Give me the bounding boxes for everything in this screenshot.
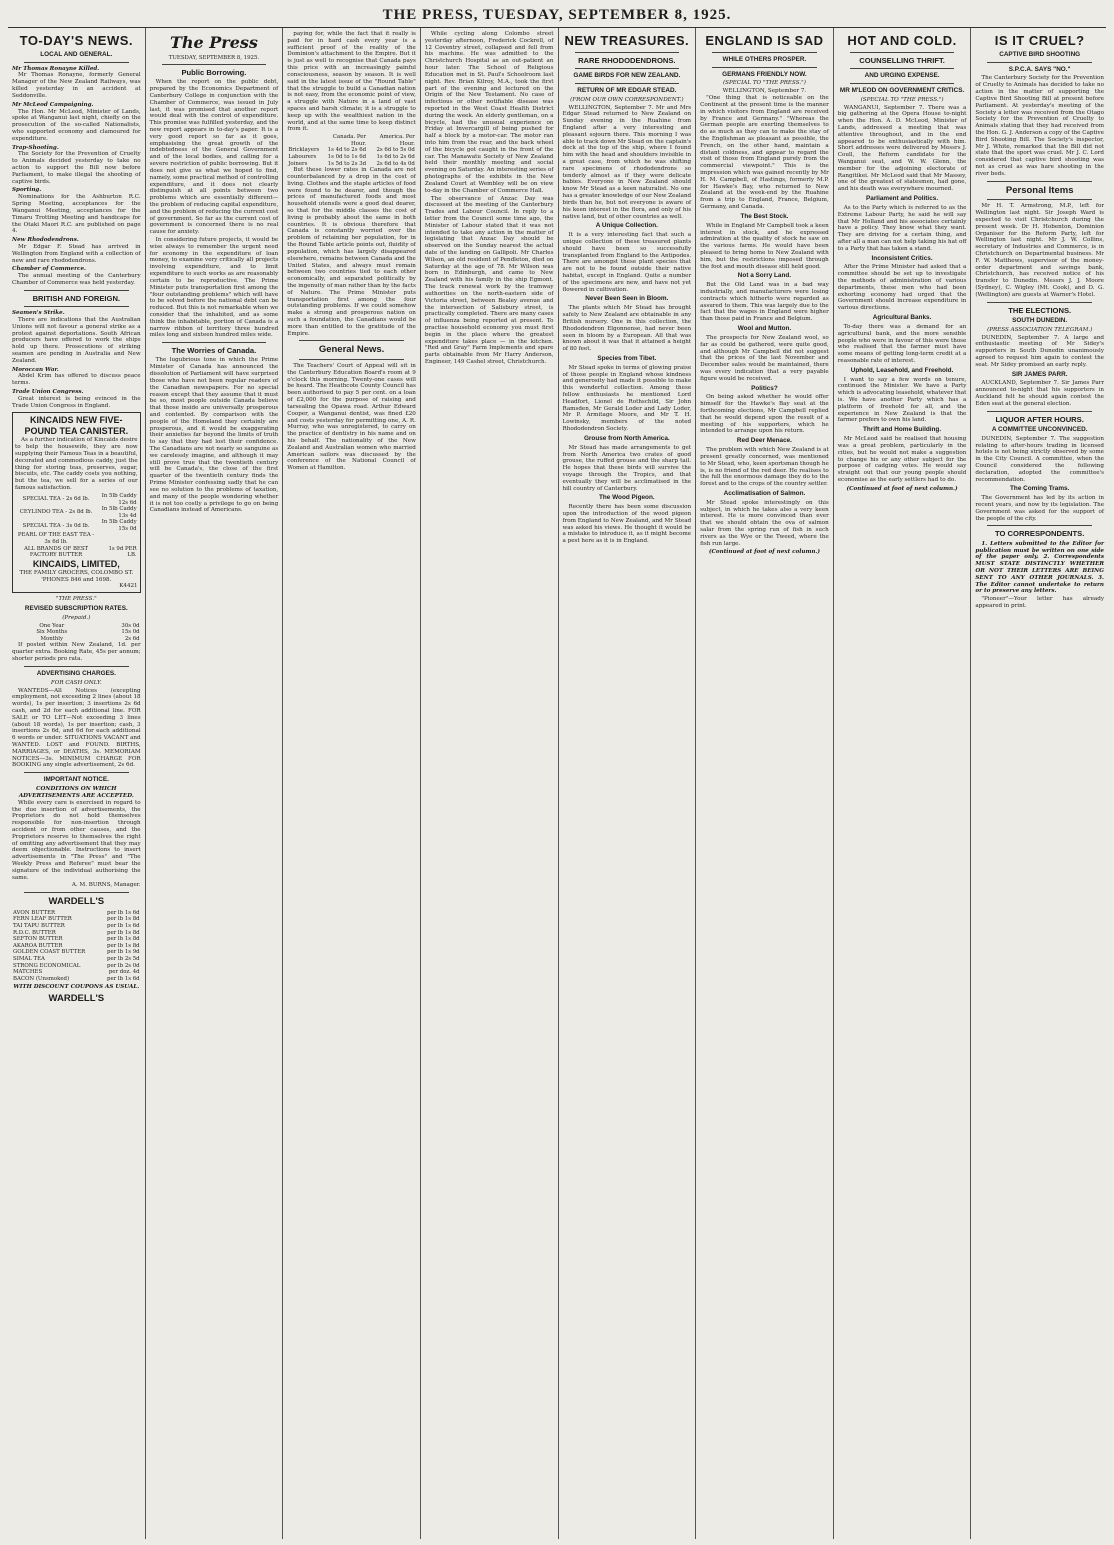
divider (299, 340, 404, 341)
news-item-title: Trade Union Congress. (12, 389, 84, 396)
advertising-charges-head: ADVERTISING CHARGES. (36, 669, 116, 677)
article-paragraph: The problem with which New Zealand is at present greatly concerned, was mentioned to Mr Stead, who, keen sportsman though he is, is no friend of the red deer. He realises to the full the enormous damage they do to the forest and to the crops of the country settler. (700, 447, 829, 488)
continued-note: (Continued at foot of next column.) (708, 549, 821, 556)
advertising-charges-sub: FOR CASH ONLY. (50, 679, 102, 686)
article-paragraph: AUCKLAND, September 7. Sir James Parr announced to-night that his supporters in Auckland felt he should again contest the Eden seat at the general election. (975, 380, 1104, 407)
divider (712, 52, 817, 53)
section-head: Acclimatisation of Salmon. (723, 489, 806, 497)
divider (24, 62, 129, 63)
table-row: Labourers 1s 0d to 1s 6d 1s 6d to 2s 6d (288, 153, 415, 160)
kincaids-address: THE FAMILY GROCERS, COLOMBO ST. 'PHONES 846 and 1698. (19, 569, 134, 583)
is-it-cruel-head: IS IT CRUEL? (994, 33, 1085, 48)
news-item-title: Mr Thomas Ronayne Killed. (12, 65, 100, 72)
news-item-text: Nominations for the Ashburton R.C. Spring Meeting, acceptances for the Wanganui Meeting, acceptances for the Timaru Trotting Meeting and handicaps for the Otaki Maori R.C. are published on page 4. (12, 194, 141, 235)
table-row: GOLDEN COAST BUTTER per lb 1s 9d (13, 949, 140, 956)
press-rates (12, 596, 141, 663)
article-paragraph: On being asked whether he would offer himself for the Hawke's Bay seat at the forthcoming elections, Mr Campbell replied that he would depend upon the result of a meeting of his supporters, which he intended to arrange upon his return. (700, 394, 829, 435)
news-item-text: The Society for the Prevention of Cruelty to Animals decided yesterday to take no action to support the Bill now before Parliament, to make illegal the shooting of captive birds. (12, 151, 141, 185)
news-item-text: Great interest is being evinced in the Trade Union Congress in England. (12, 395, 141, 409)
article-paragraph: DUNEDIN, September 7. A large and enthusiastic meeting of Mr Sidey's supporters in South Dunedin unanimously agreed to request him again to contest the seat. Mr Sidey promised an early reply. (975, 334, 1104, 368)
tea-price-table (15, 493, 138, 559)
butter-price-table (12, 910, 141, 983)
news-item-title: New Rhododendrons. (12, 237, 79, 244)
divider (24, 306, 129, 307)
column-7 (834, 28, 972, 1539)
news-item-text: There are indications that the Australian Unions will not favour a general strike as a protest against deportations. South African producers have offered to work the ships hold up there. Prosecutions of striking seamen are pending in Australia and New Zealand. (12, 316, 141, 364)
liquor-head: LIQUOR AFTER HOURS. (995, 414, 1084, 424)
table-row: ALL BRANDS OF BEST FACTORY BUTTER 1s 9d PER LB. (23, 545, 137, 559)
rare-rhododendrons-sub: RARE RHODODENDRONS. (578, 55, 676, 65)
personal-items-head: Personal Items (1005, 184, 1074, 196)
byline: (PRESS ASSOCIATION TELEGRAM.) (987, 326, 1093, 333)
article-paragraph: But the Old Land was in a bad way industrially, and manufacturers were losing contracts which hitherto were regarded as assured to them. This was largely due to the fact that the wages in England were higher than those paid in France and Belgium. (700, 282, 829, 323)
divider (575, 68, 680, 69)
table-row: CEYLINDO TEA - 2s 8d lb. In 5lb Caddy 13s 4d (19, 506, 137, 519)
table-row: Six Months 15s 0d (36, 629, 140, 636)
divider (24, 290, 129, 291)
news-item (12, 237, 141, 264)
table-row: MATCHES per doz. 4d (13, 969, 140, 976)
news-item-title: Sporting. (12, 187, 42, 194)
others-prosper-sub: WHILE OTHERS PROSPER. (722, 55, 807, 63)
press-rates-head: REVISED SUBSCRIPTION RATES. (24, 605, 128, 613)
article-paragraph: The Government has led by its action in recent years, and now by its legislation. The Government was asked for the support of the people of the city. (975, 495, 1104, 522)
divider (850, 52, 955, 53)
south-dunedin-sub: SOUTH DUNEDIN. (1012, 316, 1068, 324)
byline: (FROM OUR OWN CORRESPONDENT.) (570, 96, 684, 103)
column-6 (696, 28, 834, 1539)
section-head: Red Deer Menace. (736, 437, 792, 445)
article-paragraph: As to the Party which is referred to as the Extreme Labour Party, he said he will say that Mr Holland and his associates certainly have a policy. They know what they want. They are driving for a certain thing, and after all a man can not help taking his hat off to a Party that has taken a stand. (837, 204, 967, 252)
wardells-footer: WARDELL'S (48, 993, 105, 1005)
divider (24, 772, 129, 773)
divider (987, 62, 1092, 63)
article-paragraph: The plants which Mr Stead has brought safely to New Zealand are obtainable in any British nursery. One in this collection, the Rhododendron Elgonnense, had never been seen in bloom by a European. All that was known about it was that it attained a height of 80 feet. (562, 305, 692, 353)
article-paragraph: WANGANUI, September 7. There was a big gathering at the Opera House to-night when the Hon. A. D. McLeod, Minister of Lands, addressed a meeting that was attentive throughout, and in the end appeared to be enthusiastically with him. Short addresses were delivered by Messrs J. Coull, the Reform candidate for the Wanganui seat, and W. W. Glenn, the member for the adjoining electorate of Rangitikei. Mr McLeod said that Mr Massey, one of the greatest of statesmen, had gone, and his death was everywhere mourned. (837, 104, 967, 193)
article-paragraph: While in England Mr Campbell took a keen interest in stock, and he expressed admiration at the quality of stock he saw on the various farms. He would have been pleased to bring home to New Zealand with him, but the restrictions imposed through the foot and mouth disease still held good. (700, 222, 829, 270)
tea-ad-headline: KINCAIDS NEW FIVE-POUND TEA CANISTER. (24, 415, 129, 437)
table-header-row: Canada. Per Hour. America. Per Hour. (332, 134, 415, 147)
editorial-paragraph: The lugubrious tone in which the Prime Minister of Canada has announced the dissolution of Parliament will have surprised those who have not been regular readers of the Canadian newspapers. For no special reason except that they assume that it must be so, most people outside Canada believe that those inside are universally prosperous and contented. By comparison with the people of the Homeland they certainly are prosperous, and it would be exaggerating their anxieties far beyond the limits of truth to say that they had lost their confidence. The Canadians are not nearly so sanguine as we carelessly imagine, and although it may still prove true that the twentieth century will be Canada's, the close of the first quarter of the twentieth century finds the Prime Minister confessing sadly that he can see no solution to the problems of taxation, and many of the people wondering whether it is not too costly a privilege to go on being Canadians instead of Americans. (149, 357, 279, 514)
section-head: Thrift and Home Building. (863, 426, 942, 434)
table-row: Bricklayers 1s 4d to 2s 6d 2s 6d to 5s 0d (288, 147, 415, 154)
editorial-paragraph: In considering future projects, it would be wise always to remember the urgent need for economy in the expenditure of loan money, to examine very critically all projects involving expenditure, and to limit expenditure to such works as are reasonably certain to be reproductive. The Prime Minister puts transportation first among the "four outstanding problems" which will have to be solved before the national debt can be reduced. But this is not remarkable when we consider that the inhabited, and as some think the inhabitable, portion of Canada is a narrow ribbon of territory three hundred miles long and sixteen hundred miles wide. (149, 237, 279, 339)
divider (987, 181, 1092, 182)
column-5 (559, 28, 697, 1539)
divider (850, 68, 955, 69)
news-item-title: Seamen's Strike. (12, 310, 65, 317)
important-notice-text: While every care is exercised in regard to the due insertion of advertisements, the Proprietors do not hold themselves responsible for non-insertion through accident or from other causes, and the Proprietors reserve to themselves the right of omitting any advertisement that they may deem objectionable. Instructions to insert advertisements in "The Press" and "The Weekly Press and Referee" must bear the signature of the individual authorising the same. (12, 799, 141, 881)
rates-table (12, 623, 141, 643)
news-item-title: Chamber of Commerce. (12, 266, 86, 273)
article-paragraph: To-day there was a demand for an agricultural bank, and the more sensible people who were in favour of this were those who realised that the farmer must have some means of getting long-term credit at a reasonable rate of interest. (837, 323, 967, 364)
divider (162, 64, 267, 65)
article-paragraph: It is a very interesting fact that such a unique collection of these treasured plants should have been so successfully transplanted from England to the Antipodes. There are amongst these plant species that are not to be found outside their native habitat, except in England. Quite a number of the specimens are new, and have not yet flowered in cultivation. (562, 232, 692, 293)
news-item (12, 187, 141, 235)
columns (8, 28, 1108, 1539)
article-paragraph: Mr Stead spoke in terms of glowing praise of those people in England whose kindness and generosity had made it possible to make this wonderful collection. Among these fellow enthusiasts he mentioned Lord Headfort, Lionel de Rothschild, Sir John Ramsden, Mr Gerald Loder and Lady Loder, Mr P. Armitage Moore, and Mr T. H. Lowinsky, members of the noted Rhododendron Society. (562, 364, 692, 433)
british-foreign-headline: BRITISH AND FOREIGN. (32, 293, 121, 303)
article-paragraph: Recently there has been some discussion upon the introduction of the wood pigeon from England to New Zealand, and Mr Stead was asked his views. He thought it would be a mistake to introduce it, as it might become a pest here as it is in England. (562, 504, 692, 545)
table-row: One Year 30s 0d (39, 622, 140, 629)
game-birds-sub: GAME BIRDS FOR NEW ZEALAND. (573, 72, 681, 80)
section-head: The Best Stock. (740, 212, 789, 220)
article-paragraph: "Pioneer"—Your letter has already appeared in print. (975, 596, 1104, 609)
dateline: WELLINGTON, September 7. (722, 88, 807, 95)
divider (575, 52, 680, 53)
wardells-headline: WARDELL'S (48, 896, 105, 908)
section-head: Inconsistent Critics. (871, 254, 933, 262)
news-item-title: Mr McLeod Campaigning. (12, 101, 94, 108)
news-item-text: The Hon. Mr McLeod, Minister of Lands, spoke at Wanganui last night, chiefly on the prosecution of the so-called Nationalists, who supported economy and clamoured for expenditure. (12, 108, 141, 142)
news-item-text: Mr Thomas Ronayne, formerly General Manager of the New Zealand Railways, was killed yesterday in an accident at Seddonville. (12, 72, 141, 99)
return-stead-sub: RETURN OF MR EDGAR STEAD. (577, 86, 677, 94)
table-row: R.D.C. BUTTER per lb 1s 8d (13, 929, 140, 936)
public-borrowing-head: Public Borrowing. (181, 68, 247, 78)
section-head: The Wood Pigeon. (599, 494, 655, 502)
section-head: Grouse from North America. (583, 434, 670, 442)
column-2 (146, 28, 284, 1539)
divider (987, 411, 1092, 412)
todays-news-headline: TO-DAY'S NEWS. (19, 33, 133, 48)
divider (712, 67, 817, 68)
article-paragraph: 1. Letters submitted to the Editor for publication must be written on one side of the paper only. 2. Correspondents MUST STATE DISTINCTLY WHETHER OR NOT THEIR LETTERS ARE BEING SENT TO ANY OTHER JOURNALS. 3. The Editor cannot undertake to return or to preserve any letters. (975, 540, 1104, 595)
news-item-title: Trap-Shooting. (12, 144, 59, 151)
elections-head: THE ELECTIONS. (1008, 305, 1072, 315)
advertising-charges-text: WANTEDS—All Notices (excepting employment, not exceeding 2 lines (about 18 words), 1s per insertion; 3 insertions 2s 6d cash, and 2d for each additional line. FOR SALE or TO LET—Not exceeding 3 lines (about 18 words), 1s per insertion; cash, 3 insertions 2s 6d, and 6d for each additional 6 words or under. SITUATIONS VACANT and WANTED. LOST and FOUND. BIRTHS, MARRIAGES, or DEATHS, 3s. MEMORIAM NOTICES—3s. MINIMUM CHARGE FOR BOOKING any single advertisement, 2s 6d. (12, 687, 141, 769)
section-head: Uphold, Leasehold, and Freehold. (850, 366, 954, 374)
tea-ad-text: As a further indication of Kincaids desire to help the housewife, they are now supplying their Famous Teas in a beautiful, decorated and commodious caddy, just the thing for storing teas, preserves, sugar, biscuits, etc. The caddy costs you nothing, but the tea, we sell for a series of our famous satisfaction. (15, 437, 138, 492)
section-head: SIR JAMES PARR. (1011, 370, 1068, 378)
urging-expense-sub: AND URGING EXPENSE. (864, 72, 940, 80)
notice-signature: A. M. BURNS, Manager. (71, 882, 141, 889)
article-paragraph: The prospects for New Zealand wool, so far as could be gathered, were quite good, and although Mr Campbell did not suggest that the prices of the last November and December sales would be maintained, there was every indication that a very payable figure would be received. (700, 334, 829, 382)
news-item (12, 66, 141, 100)
table-row: SPECIAL TEA - 3s 0d lb. In 5lb Caddy 15s 0d (22, 519, 137, 532)
byline: (SPECIAL TO "THE PRESS.") (722, 80, 806, 87)
germans-friendly-sub: GERMANS FRIENDLY NOW. (722, 70, 807, 78)
paper-nameplate: The Press (169, 33, 258, 52)
table-row: PEARL OF THE EAST TEA - 3s 6d lb. (17, 532, 95, 546)
table-row: Monthly 2s 6d (40, 635, 140, 642)
table-row: FERN LEAF BUTTER per lb 1s 8d (13, 916, 140, 923)
captive-bird-sub: CAPTIVE BIRD SHOOTING (999, 50, 1081, 58)
table-row: STRONG ECONOMICAL per lb 2s 0d (13, 962, 140, 969)
important-notice-head: IMPORTANT NOTICE. (43, 776, 109, 784)
article-paragraph: Mr Stead has made arrangements to get from North America two crates of good grouse, the ruffed grouse and the sharp tail. He hopes that these birds will survive the voyage through the Tropics, and that eventually they will be acclimatised in the hill country of Canterbury. (562, 444, 692, 492)
divider (987, 199, 1092, 200)
article-paragraph: Mr H. T. Armstrong, M.P., left for Wellington last night. Sir Joseph Ward is expected to visit Christchurch during the present week. Dr H. Hobenton, Dominion Organiser for the Reform Party, left for Wellington last night. Mr J. W. Collins, secretary of Industries and Commerce, is in Christchurch on Departmental business. Mr F. W. Matthews, supervisor of the money-order department and savings bank, Christchurch, has received notice of his transfer to Dunedin. Messrs J. J. Moore (Sydney), C. Wigley (Mt. Cook), and D. G. (Wellington) are guests at Warner's Hotel. (975, 203, 1104, 298)
press-rates-prepaid: (Prepaid.) (62, 614, 91, 621)
column-3 (283, 28, 421, 1539)
divider (850, 83, 955, 84)
news-item (12, 266, 141, 286)
correspondents-head: TO CORRESPONDENTS. (995, 529, 1085, 539)
section-head: Never Been Seen in Bloom. (585, 295, 669, 303)
general-news-head: General News. (318, 344, 385, 356)
column-1 (8, 28, 146, 1539)
news-item-text: Mr Edgar F. Stead has arrived in Wellington from England with a collection of new and rare rhododendrons. (12, 243, 141, 264)
article-paragraph: Mr McLeod said he realised that housing was a great problem, particularly in the cities, but he would not make a suggestion to change his or any other subject for the purpose of cadging votes. He would say straight out that our young people should economise as the early settlers had to do. (837, 436, 967, 483)
new-treasures-head: NEW TREASURES. (564, 33, 690, 48)
important-notice-sub: CONDITIONS ON WHICH ADVERTISEMENTS ARE ACCEPTED. (18, 786, 134, 799)
news-item (12, 389, 141, 409)
article-paragraph: WELLINGTON, September 7. Mr and Mrs Edgar Stead returned to New Zealand on Sunday evening in the Ruahine from England after a very interesting and pleasant sojourn there. This morning I was able to track down Mr Stead on the captain's deck at the top of the ship, where I found him with the head and shoulders invisible in a great case, from which he was shifting rare specimens of rhododendrons so tenderly almost as if they were delicate babies. Everyone in New Zealand should know Mr Stead as a keen naturalist. No one has a greater knowledge of our New Zealand birds than he, but not everyone is aware of his keen interest in the flora, and only of his native land, but of other countries as well. (562, 104, 692, 220)
wages-table (287, 134, 416, 167)
divider (987, 302, 1092, 303)
section-head: A Unique Collection. (595, 222, 658, 230)
news-item (12, 310, 141, 365)
article-paragraph: The Canterbury Society for the Prevention of Cruelty to Animals has decided to take no action in the matter of supporting the Captive Bird Shooting Bill at present before Parliament. At yesterday's meeting of the Society a letter was received from the Otago Society for the Prevention of Cruelty to Animals stating that they had received from the Hon. G. J. Anderson a copy of the Captive Bird Shooting Bill. The Society's inspector, Mr J. White, remarked that the Bill did not state that the sport was cruel. Mr J. C. Lord considered that captive bird shooting was not as cruel as was hare shooting in the river beds. (975, 75, 1104, 177)
press-rates-note: If posted within New Zealand, 1d. per quarter extra. Booking Rate, 45s per annum; shorter periods pro rata. (12, 642, 141, 663)
divider (24, 892, 129, 893)
press-rates-title: "THE PRESS." (55, 596, 97, 603)
masthead: THE PRESS, TUESDAY, SEPTEMBER 8, 1925. (8, 4, 1106, 28)
table-row: TAI TAPU BUTTER per lb 1s 6d (13, 923, 140, 930)
divider (575, 83, 680, 84)
local-general-subhead: LOCAL AND GENERAL. (40, 50, 113, 58)
article-paragraph: DUNEDIN, September 7. The suggestion relating to after-hours trading in licensed hotels is not being strictly observed by some in the City Council. A committee, when the Council considered the following declaration, adopted the committee's recommendation. (975, 435, 1104, 483)
article-paragraph: I want to say a few words on tenure, continued the Minister. We have a Party which is advocating leasehold, whatever that is. We have another Party which has a platform of freehold for all, and the experience in New Zealand is that the farmer prefers to own his land. (837, 376, 967, 424)
ad-code: K4421 (119, 583, 138, 590)
continued-note: (Continued at foot of next column.) (846, 485, 958, 492)
table-row: AVON BUTTER per lb 1s 6d (13, 909, 140, 916)
news-item (12, 145, 141, 186)
kincaids-tea-ad (12, 412, 141, 593)
news-item-text: Abdel Krim has offered to discuss peace terms. (12, 373, 141, 387)
section-head: Politics? (751, 384, 778, 392)
section-head: Species from Tibet. (597, 354, 657, 362)
table-row: SEFTON BUTTER per lb 1s 8d (13, 936, 140, 943)
section-head: Agricultural Banks. (872, 314, 932, 322)
table-row: SPECIAL TEA - 2s 6d lb. In 5lb Caddy 12s 6d (22, 492, 137, 506)
section-head: Wool and Mutton. (737, 325, 792, 333)
column-4 (421, 28, 559, 1539)
general-news-text: The observance of Anzac Day was discussed at the meeting of the Canterbury Trades and Labour Council. In reply to a letter from the Council some time ago, the Minister of Labour stated that it was not intended to take any action in the matter of legislating that Anzac Day should be observed on the Sunday nearest the actual date of the landing on Gallipoli. Mr Charles Wilson, an old resident of Pendleton, died on Saturday at the age of 78. Mr Wilson was born in Edinburgh, and came to New Zealand with his family in the ship Egmont. The track renewal work by the tramway authorities on the north-eastern side of Victoria street, between Bealey avenue and the intersection of Salisbury street, is practically completed. There are many cases of influenza being reported at present. To practise household economy you must first begin in the place where the greatest expenditure takes place — in the kitchen. "Red and Gray" Farm Implements and spare parts obtainable from Mr Harry Anderson, Engineer, 149 Cashel street, Christchurch. (424, 195, 554, 365)
section-head: Parliament and Politics. (866, 195, 939, 203)
article-paragraph: Mr Stead spoke interestingly on this subject, in which he takes also a very keen interest. He is more convinced than ever that we should obtain the ova of salmon salar from the spring run of fish in such rivers as the Wye or the Tweed, where the fish run large. (700, 499, 829, 547)
table-row: BACON (Unsmoked) per lb 1s 6d (13, 975, 140, 982)
column-8 (971, 28, 1108, 1539)
spca-says-no-sub: S.P.C.A. SAYS "NO." (1008, 65, 1071, 73)
article-paragraph: "One thing that is noticeable on the Continent at the present time is the manner in which visitors from England are received by France and Germany." "Whereas the German people are exerting themselves to do as much as they can to make the stay of the Englishman as pleasant as possible, the French, on the other hand, maintain a distant coldness, and appear to regard the visit of those from England purely from the commercial viewpoint." This is the impression which was gained recently by Mr H. M. Campbell, of Hastings, formerly M.P. for Hawke's Bay, who returned to New Zealand at the week-end by the Ruahine from a trip to England, France, Belgium, Germany, and Canada. (700, 95, 829, 211)
divider (24, 666, 129, 667)
editorial-paragraph: paying for, while the fact that it really is paid for in hard cash every year is a sufficient proof of the reality of the Dominion's attachment to the Empire. But it is just as well to recognise that Canada pays this price with an increasingly painful consciousness, season by season. It is well said in the latest issue of the "Round Table" that the struggle to build a Canadian nation is not easy, from the economic point of view, a struggle with Nature in a land of vast spaces and harsh climate; it is a struggle to keep up with the wealthiest nation in the world, and at the same time to keep distinct from it. (287, 31, 416, 133)
discount-note: WITH DISCOUNT COUPONS AS USUAL. (13, 984, 140, 991)
article-paragraph: After the Prime Minister had asked that a committee should be set up to investigate the methods of administration of various departments, these men who had been exhorting economy had urged that the Government should increase expenditure in various directions. (837, 264, 967, 312)
editorial-date: TUESDAY, SEPTEMBER 8, 1925. (168, 54, 260, 61)
editorial-paragraph: But these lower rates in Canada are not counterbalanced by a drop in the cost of living. Clothes and the staple articles of food were found to be dearer, and though the prices of manufactured foods and most household utensils were a good deal dearer, so that for the middle classes the cost of living is probably about the same in both countries. It is obvious therefore that Canada is constantly worried over the problem of retaining her population, for in the Round Table article points out, fluidity of population, which has largely disappeared elsewhere, remains between Canada and the United States, and always must remain between two countries tied to each other economically, and separated politically by the ingenuity of man rather than by the facts of Nature. The Prime Minister puts transportation first among the four outstanding problems. If we could somehow make a strong and prosperous nation on such a foundation, the Canadians would be more than entitled to the gratitude of the Empire. (287, 167, 416, 337)
worries-of-canada-head: The Worries of Canada. (171, 346, 257, 356)
table-row: AKAROA BUTTER per lb 1s 8d (13, 942, 140, 949)
section-head: The Coming Trams. (1010, 485, 1070, 493)
editorial-paragraph: When the report on the public debt, prepared by the Economics Department of Canterbury College in conjunction with the Chamber of Commerce, was issued in July last, it was promised that another report would deal with the control of expenditure. This promise was fulfilled yesterday, and the new report appears in to-day's paper. It is a very good report so far as it goes, emphasising the great growth of the indebtedness of the General Government and of the local bodies, and calling for a severe restriction of public borrowing. But it does not give us what we hoped to find, namely, some practical method of controlling expenditure, and it does not clearly distinguish at all points between two problems which are essentially different—the problem of reducing capital expenditure, and the problem of reducing the current cost of government. So far as the current cost of government is concerned there is no real cause for anxiety. (149, 79, 279, 236)
divider (299, 359, 404, 360)
liquor-sub: A COMMITTEE UNCONVINCED. (991, 425, 1088, 433)
news-item-title: Moroccan War. (12, 366, 59, 373)
divider (162, 342, 267, 343)
byline: (SPECIAL TO "THE PRESS.") (860, 96, 944, 103)
divider (987, 525, 1092, 526)
table-row: Joiners 1s 5d to 2s 3d 2s 6d to 4s 0d (288, 160, 415, 167)
hot-and-cold-head: HOT AND COLD. (847, 33, 957, 48)
general-news-text: The Teachers' Court of Appeal will sit in the Canterbury Education Board's room at 9 o'clock this morning. Twenty-one cases will be heard. The Heathcote County Council has been authorised to pay 5 per cent. on a loan of £2,000 for the purpose of raising and tarsealing the Opawa road. Arthur Edward Cooper, a Wanganui dentist, was fined £20 and costs yesterday for permitting one, A. R. Murray, who was unregistered, to carry on the practice of dentistry in his name and on his behalf. The nationality of the New Zealand and Australian women who married American sailors was discussed by the conference of the National Council of Women at Hamilton. (287, 363, 416, 472)
news-item-text: The annual meeting of the Canterbury Chamber of Commerce was held yesterday. (12, 273, 141, 287)
section-head: Not a Sorry Land. (737, 272, 792, 280)
england-is-sad-head: ENGLAND IS SAD (705, 33, 824, 48)
news-item (12, 102, 141, 143)
mcleod-critics-sub: MR M'LEOD ON GOVERNMENT CRITICS. (839, 86, 965, 94)
kincaids-firm-name: KINCAIDS, LIMITED, (32, 558, 120, 569)
counselling-thrift-sub: COUNSELLING THRIFT. (859, 55, 945, 65)
table-row: SIMAL TEA per lb 2s 5d (13, 956, 140, 963)
news-item (12, 367, 141, 387)
general-news-text: While cycling along Colombo street yesterday afternoon, Frederick Cockrell, of 12 Coventry street, collapsed and fell from his machine. He was admitted to the Christchurch Hospital as an out-patient an hour later. The School of Religious Education met in St. Paul's Schoolroom last night. Rev. Brian Kilroy, M.A., took the first part of the evening and lectured on the Origin of the New Testament. No case of infectious or other notifiable disease was reported in the West Coast Health District during the week. An elderly gentleman, on a bicycle, had the unusual experience on Friday at Invercargill of being pushed for half a block by a motor-car. The motor ran into him from the rear, and the back wheel of the bicycle got caught in the front of the car. The Manawatu Society of New Zealand held their monthly meeting and social evening on Saturday. An interesting series of photographs of the exhibits in the New Zealand Court at Wembley will be on view to-day in the Chamber of Commerce Hall. (424, 31, 554, 194)
